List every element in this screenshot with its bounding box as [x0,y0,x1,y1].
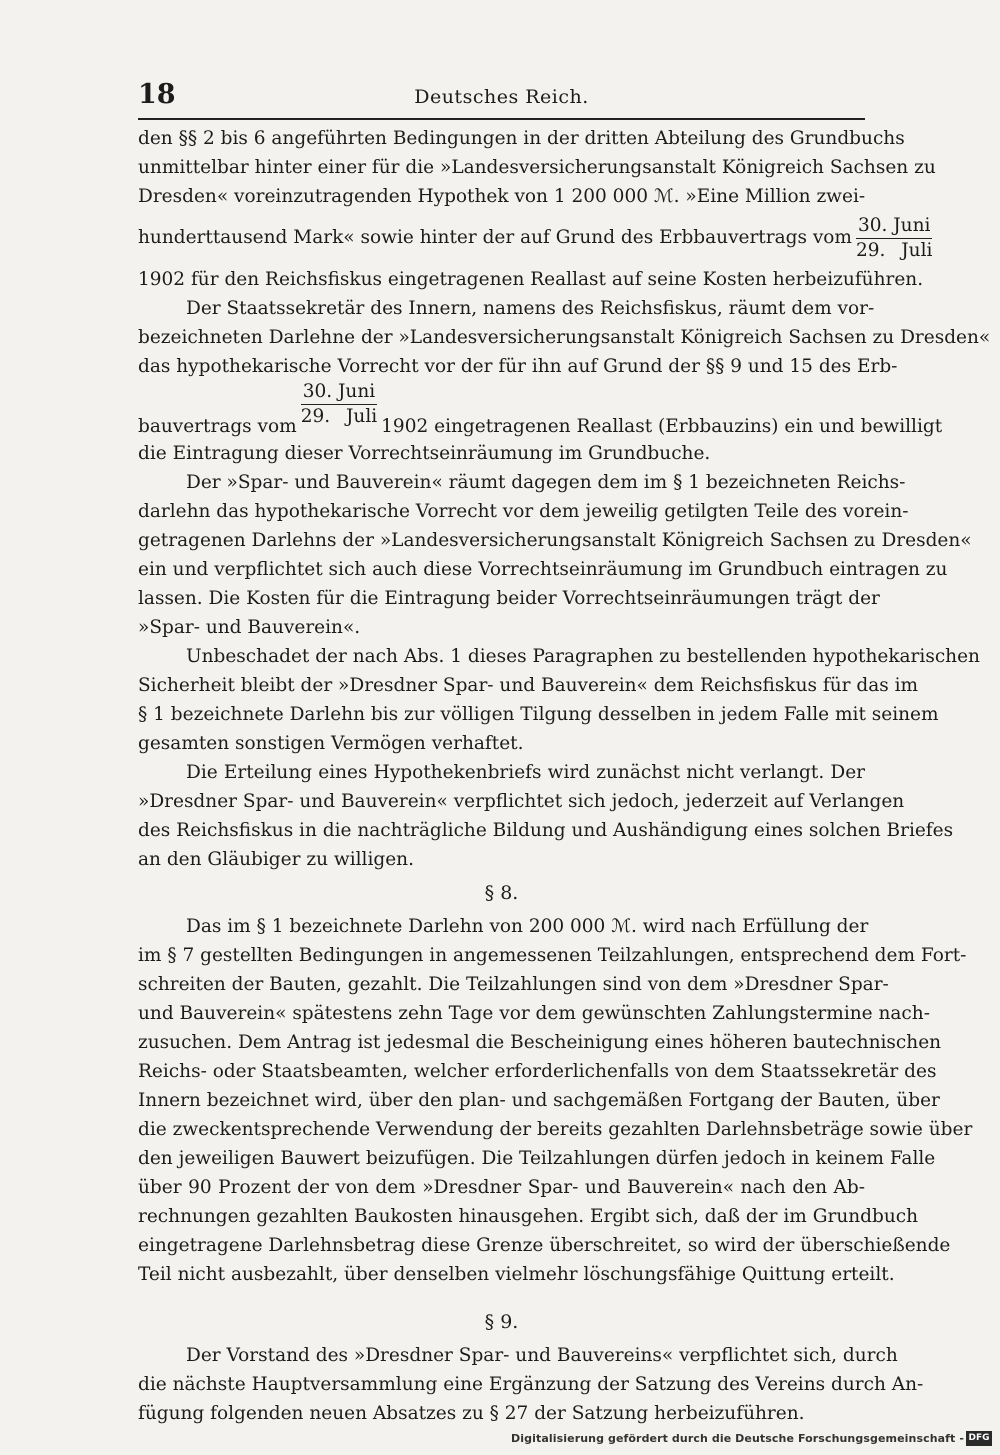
text-line: Der Staatssekretär des Innern, namens des Reichsfiskus, räumt dem vor- [186,298,875,319]
text-line: des Reichsfiskus in die nachträgliche Bildung und Aushändigung eines solchen Briefes [138,820,954,841]
dfg-logo: DFG [966,1431,992,1446]
text-line: Unbeschadet der nach Abs. 1 dieses Paragraphen zu bestellenden hypothekarischen [186,646,980,667]
text-line-with-fraction [138,381,943,439]
section-heading: § 8. [484,882,519,904]
text-line: den §§ 2 bis 6 angeführten Bedingungen in der dritten Abteilung des Grundbuchs [138,128,905,149]
text-line: im § 7 gestellten Bedingungen in angemessenen Teilzahlungen, entsprechend dem Fort- [138,945,967,966]
text-line: darlehn das hypothekarische Vorrecht vor dem jeweilig getilgten Teile des vorein- [138,501,909,522]
text-line: Das im § 1 bezeichnete Darlehn von 200 000 ℳ. wird nach Erfüllung der [186,916,869,937]
text-line: den jeweiligen Bauwert beizufügen. Die Teilzahlungen dürfen jedoch in keinem Falle [138,1148,936,1169]
text-line: Sicherheit bleibt der »Dresdner Spar- und Bauverein« dem Reichsfiskus für das im [138,675,919,696]
fraction-denominator: 29. Juli [300,406,378,427]
text-line: Die Erteilung eines Hypothekenbriefs wird zunächst nicht verlangt. Der [186,762,865,783]
text-line: gesamten sonstigen Vermögen verhaftet. [138,733,524,754]
text-line: »Spar- und Bauverein«. [138,617,361,638]
text-line: eingetragene Darlehnsbetrag diese Grenze überschreitet, so wird der überschießende [138,1235,951,1256]
text-line: zusuchen. Dem Antrag ist jedesmal die Bescheinigung eines höheren bautechnischen [138,1032,942,1053]
text-line: § 1 bezeichnete Darlehn bis zur völligen Tilgung desselben in jedem Falle mit seinem [138,704,939,725]
text-line: ein und verpflichtet sich auch diese Vorrechtseinräumung im Grundbuch eintragen zu [138,559,948,580]
section-heading: § 9. [484,1311,519,1333]
header-rule [138,118,865,120]
page-header [138,78,865,114]
text-line: die zweckentsprechende Verwendung der bereits gezahlten Darlehnsbeträge sowie über [138,1119,973,1140]
text-line: rechnungen gezahlten Baukosten hinausgehen. Ergibt sich, daß der im Grundbuch [138,1206,919,1227]
text-line: 1902 für den Reichsfiskus eingetragenen Reallast auf seine Kosten herbeizuführen. [138,269,924,290]
text-line: Dresden« voreinzutragenden Hypothek von 1 200 000 ℳ. »Eine Million zwei- [138,186,866,207]
line-text: hunderttausend Mark« sowie hinter der auf Grund des Erbbauvertrags vom [138,227,852,248]
fraction-numerator: 30. Juni [856,215,932,239]
text-line: bezeichneten Darlehne der »Landesversicherungsanstalt Königreich Sachsen zu Dresden« [138,327,991,348]
text-line: unmittelbar hinter einer für die »Landesversicherungsanstalt Königreich Sachsen zu [138,157,936,178]
running-title: Deutsches Reich. [414,86,589,108]
text-line-with-fraction [138,211,933,265]
text-line: das hypothekarische Vorrecht vor der für ihn auf Grund der §§ 9 und 15 des Erb- [138,356,898,377]
text-line: über 90 Prozent der von dem »Dresdner Spar- und Bauverein« nach den Ab- [138,1177,865,1198]
line-text-continued: 1902 eingetragenen Reallast (Erbbauzins) ein und bewilligt [381,416,943,437]
text-line: Innern bezeichnet wird, über den plan- und sachgemäßen Fortgang der Bauten, über [138,1090,940,1111]
fraction-numerator: 30. Juni [301,381,377,405]
text-line: »Dresdner Spar- und Bauverein« verpflichtet sich jedoch, jederzeit auf Verlangen [138,791,905,812]
date-fraction [856,215,932,262]
body-text [138,124,991,1428]
digitization-credit: Digitalisierung gefördert durch die Deutsche Forschungsgemeinschaft - [511,1432,964,1445]
text-line: und Bauverein« spätestens zehn Tage vor dem gewünschten Zahlungstermine nach- [138,1003,930,1024]
text-line: Teil nicht ausbezahlt, über denselben vielmehr löschungsfähige Quittung erteilt. [138,1264,895,1285]
text-line: getragenen Darlehns der »Landesversicherungsanstalt Königreich Sachsen zu Dresden« [138,530,972,551]
text-line: Reichs- oder Staatsbeamten, welcher erforderlichenfalls von dem Staatssekretär des [138,1061,937,1082]
text-line: fügung folgenden neuen Absatzes zu § 27 der Satzung herbeizuführen. [138,1403,805,1424]
text-line: Der Vorstand des »Dresdner Spar- und Bauvereins« verpflichtet sich, durch [186,1345,898,1366]
text-line: die Eintragung dieser Vorrechtseinräumung im Grundbuche. [138,443,711,464]
date-fraction [301,381,377,428]
fraction-denominator: 29. Juli [855,239,933,261]
text-line: Der »Spar- und Bauverein« räumt dagegen dem im § 1 bezeichneten Reichs- [186,472,906,493]
text-line: schreiten der Bauten, gezahlt. Die Teilzahlungen sind von dem »Dresdner Spar- [138,974,889,995]
text-line: die nächste Hauptversammlung eine Ergänzung der Satzung des Vereins durch An- [138,1374,924,1395]
page-number: 18 [138,79,176,110]
text-line: lassen. Die Kosten für die Eintragung beider Vorrechtseinräumungen trägt der [138,588,880,609]
text-line: an den Gläubiger zu willigen. [138,849,414,870]
line-text: bauvertrags vom [138,416,297,437]
